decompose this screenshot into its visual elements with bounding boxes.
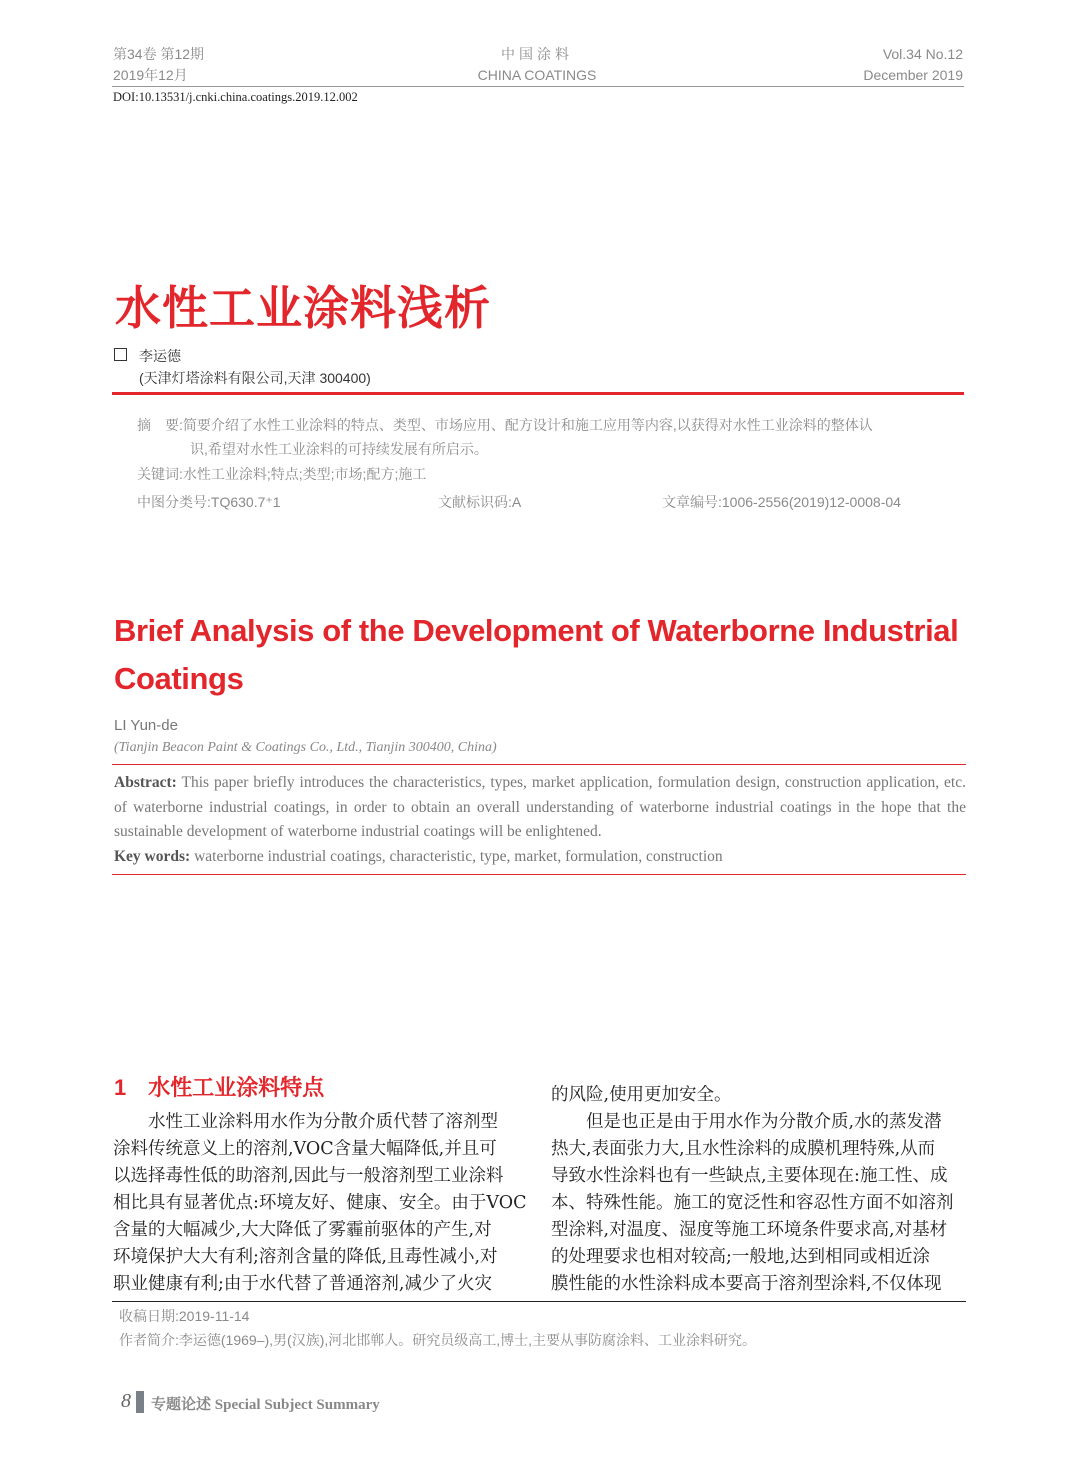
clc-number: 中图分类号:TQ630.7⁺1 [137, 494, 281, 510]
date-cn: 2019年12月 [113, 67, 188, 83]
title-en-line2: Coatings [114, 661, 244, 696]
body-line: 环境保护大大有利;溶剂含量的降低,且毒性减小,对 [113, 1247, 498, 1267]
section-heading: 1 水性工业涂料特点 [114, 1075, 325, 1100]
title-rule-red [112, 392, 964, 395]
journal-name-cn: 中国涂料 [501, 46, 573, 62]
author-cn-block [139, 345, 371, 389]
journal-name [437, 44, 637, 86]
body-column-right [551, 1082, 954, 1298]
abstract-en [114, 771, 966, 845]
abstract-rule-bottom [112, 874, 966, 875]
body-line: 型涂料,对温度、湿度等施工环境条件要求高,对基材 [551, 1220, 948, 1240]
volume-issue-cn: 第34卷 第12期 [113, 46, 205, 62]
header-rule [112, 86, 964, 87]
abstract-cn-text: 简要介绍了水性工业涂料的特点、类型、市场应用、配方设计和施工应用等内容,以获得对水性工业涂料的整体认 [182, 417, 873, 433]
journal-volume-en [863, 44, 963, 86]
journal-name-en: CHINA COATINGS [477, 67, 597, 83]
body-line: 导致水性涂料也有一些缺点,主要体现在:施工性、成 [551, 1166, 948, 1186]
author-bio: 作者简介:李运德(1969–),男(汉族),河北邯郸人。研究员级高工,博士,主要从事防腐涂料、工业涂料研究。 [119, 1332, 757, 1348]
doi[interactable]: DOI:10.13531/j.cnki.china.coatings.2019.12.002 [113, 90, 358, 104]
article-number: 文章编号:1006-2556(2019)12-0008-04 [662, 494, 901, 510]
abstract-cn-text-cont: 识,希望对水性工业涂料的可持续发展有所启示。 [190, 441, 488, 457]
abstract-cn [137, 413, 937, 461]
abstract-rule-top [112, 764, 966, 765]
keywords-en [114, 845, 966, 870]
abstract-en-label: Abstract: [114, 774, 177, 791]
column-name-cn: 专题论述 [151, 1397, 212, 1413]
column-name [151, 1393, 380, 1414]
body-line: 水性工业涂料用水作为分散介质代替了溶剂型 [113, 1112, 498, 1132]
body-line: 但是也正是由于用水作为分散介质,水的蒸发潜 [551, 1112, 942, 1132]
document-code: 文献标识码:A [438, 494, 522, 510]
keywords-cn: 关键词:水性工业涂料;特点;类型;市场;配方;施工 [137, 466, 427, 482]
page-title-cn: 水性工业涂料浅析 [115, 281, 491, 335]
affiliation-cn: (天津灯塔涂料有限公司,天津 300400) [139, 370, 371, 386]
footer-bar [136, 1391, 144, 1413]
abstract-cn-label: 摘 要: [137, 417, 183, 433]
page-title-en [114, 607, 966, 703]
body-line: 本、特殊性能。施工的宽泛性和容忍性方面不如溶剂 [551, 1193, 954, 1213]
body-line: 含量的大幅减少,大大降低了雾霾前驱体的产生,对 [113, 1220, 492, 1240]
author-cn: 李运德 [139, 348, 181, 364]
body-line: 热大,表面张力大,且水性涂料的成膜机理特殊,从而 [551, 1139, 936, 1159]
keywords-en-text: waterborne industrial coatings, characteristic, type, market, formulation, construction [194, 847, 723, 865]
author-box-icon [114, 348, 127, 361]
body-line: 相比具有显著优点:环境友好、健康、安全。由于VOC [113, 1193, 527, 1213]
classification-row [137, 490, 937, 514]
page-number: 8 [121, 1390, 131, 1412]
author-en: LI Yun-de [114, 717, 178, 734]
body-line: 以选择毒性低的助溶剂,因此与一般溶剂型工业涂料 [113, 1166, 504, 1186]
affiliation-en: (Tianjin Beacon Paint & Coatings Co., Ltd., Tianjin 300400, China) [114, 740, 497, 755]
footnote-rule [112, 1301, 966, 1302]
abstract-cn-block [137, 413, 937, 514]
body-line: 涂料传统意义上的溶剂,VOC含量大幅降低,并且可 [113, 1139, 497, 1159]
keywords-en-label: Key words: [114, 847, 191, 865]
volume-issue-en: Vol.34 No.12 [882, 46, 963, 62]
english-block [114, 607, 966, 875]
body-line: 的风险,使用更加安全。 [551, 1085, 732, 1105]
abstract-en-text: This paper briefly introduces the characteristics, types, market application, formulation design, construction application, etc. of waterborne industrial coatings, in order to obtain an overall understanding of waterborne industrial coatings in the hope that the sustainable development of waterborne industrial coatings will be enlightened. [114, 774, 966, 840]
body-line: 的处理要求也相对较高;一般地,达到相同或相近涂 [551, 1247, 930, 1267]
column-name-en: Special Subject Summary [214, 1397, 380, 1413]
title-en-line1: Brief Analysis of the Development of Waterborne Industrial [114, 613, 959, 648]
journal-volume-issue [113, 44, 204, 86]
body-line: 膜性能的水性涂料成本要高于溶剂型涂料,不仅体现 [551, 1274, 942, 1294]
received-date: 收稿日期:2019-11-14 [119, 1308, 250, 1324]
date-en: December 2019 [863, 67, 963, 83]
body-line: 职业健康有利;由于水代替了普通溶剂,减少了火灾 [113, 1274, 492, 1294]
body-column-left [113, 1109, 526, 1298]
